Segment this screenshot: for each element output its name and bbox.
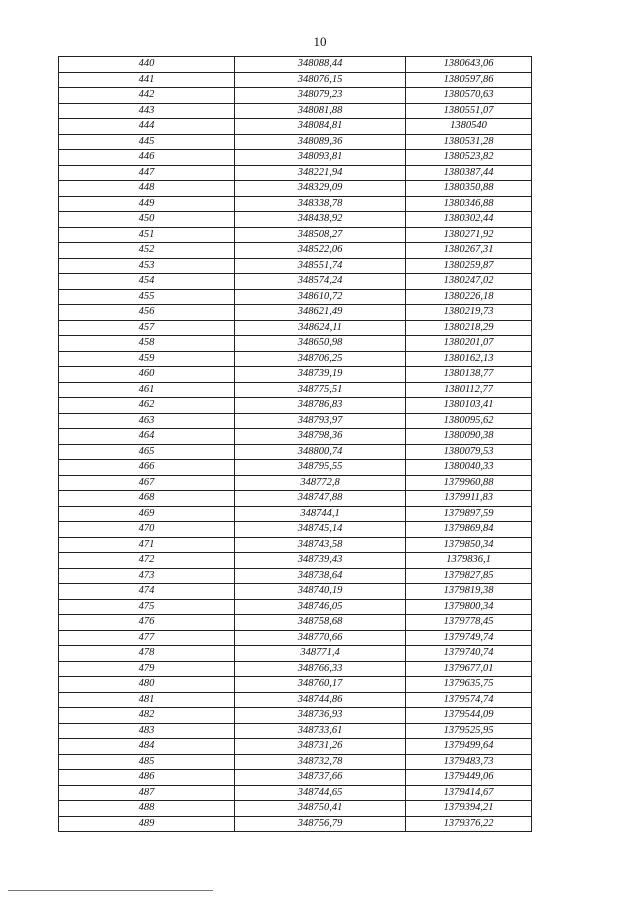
x-coordinate-cell: 348744,86 xyxy=(235,692,406,708)
x-coordinate-cell: 348758,68 xyxy=(235,615,406,631)
x-coordinate-cell: 348795,55 xyxy=(235,460,406,476)
page-number: 10 xyxy=(313,34,327,49)
table-row xyxy=(59,57,532,73)
y-coordinate-cell: 1379449,06 xyxy=(406,770,532,786)
x-coordinate-cell: 348706,25 xyxy=(235,351,406,367)
table-row xyxy=(59,770,532,786)
y-coordinate-cell: 1380040,33 xyxy=(406,460,532,476)
table-row xyxy=(59,708,532,724)
table-row xyxy=(59,677,532,693)
y-coordinate-cell: 1379483,73 xyxy=(406,754,532,770)
table-row xyxy=(59,165,532,181)
table-row xyxy=(59,413,532,429)
point-number-cell: 465 xyxy=(59,444,235,460)
y-coordinate-cell: 1380570,63 xyxy=(406,88,532,104)
y-coordinate-cell: 1380079,53 xyxy=(406,444,532,460)
x-coordinate-cell: 348081,88 xyxy=(235,103,406,119)
point-number-cell: 484 xyxy=(59,739,235,755)
point-number-cell: 472 xyxy=(59,553,235,569)
table-row xyxy=(59,243,532,259)
x-coordinate-cell: 348747,88 xyxy=(235,491,406,507)
table-row xyxy=(59,305,532,321)
y-coordinate-cell: 1379819,38 xyxy=(406,584,532,600)
x-coordinate-cell: 348750,41 xyxy=(235,801,406,817)
table-row xyxy=(59,584,532,600)
x-coordinate-cell: 348736,93 xyxy=(235,708,406,724)
point-number-cell: 455 xyxy=(59,289,235,305)
point-number-cell: 481 xyxy=(59,692,235,708)
y-coordinate-cell: 1380540 xyxy=(406,119,532,135)
y-coordinate-cell: 1379897,59 xyxy=(406,506,532,522)
table-row xyxy=(59,119,532,135)
y-coordinate-cell: 1379525,95 xyxy=(406,723,532,739)
x-coordinate-cell: 348076,15 xyxy=(235,72,406,88)
y-coordinate-cell: 1379836,1 xyxy=(406,553,532,569)
point-number-cell: 446 xyxy=(59,150,235,166)
point-number-cell: 440 xyxy=(59,57,235,73)
y-coordinate-cell: 1380350,88 xyxy=(406,181,532,197)
x-coordinate-cell: 348775,51 xyxy=(235,382,406,398)
table-row xyxy=(59,599,532,615)
table-row xyxy=(59,801,532,817)
y-coordinate-cell: 1379677,01 xyxy=(406,661,532,677)
table-row xyxy=(59,661,532,677)
y-coordinate-cell: 1380226,18 xyxy=(406,289,532,305)
y-coordinate-cell: 1380271,92 xyxy=(406,227,532,243)
x-coordinate-cell: 348800,74 xyxy=(235,444,406,460)
y-coordinate-cell: 1380531,28 xyxy=(406,134,532,150)
point-number-cell: 460 xyxy=(59,367,235,383)
x-coordinate-cell: 348746,05 xyxy=(235,599,406,615)
point-number-cell: 448 xyxy=(59,181,235,197)
x-coordinate-cell: 348508,27 xyxy=(235,227,406,243)
x-coordinate-cell: 348739,19 xyxy=(235,367,406,383)
y-coordinate-cell: 1379544,09 xyxy=(406,708,532,724)
table-row xyxy=(59,134,532,150)
table-row xyxy=(59,754,532,770)
x-coordinate-cell: 348798,36 xyxy=(235,429,406,445)
x-coordinate-cell: 348739,43 xyxy=(235,553,406,569)
table-row xyxy=(59,429,532,445)
table-row xyxy=(59,692,532,708)
x-coordinate-cell: 348745,14 xyxy=(235,522,406,538)
x-coordinate-cell: 348760,17 xyxy=(235,677,406,693)
x-coordinate-cell: 348744,1 xyxy=(235,506,406,522)
table-row xyxy=(59,475,532,491)
table-row xyxy=(59,320,532,336)
y-coordinate-cell: 1380138,77 xyxy=(406,367,532,383)
y-coordinate-cell: 1380103,41 xyxy=(406,398,532,414)
y-coordinate-cell: 1380162,13 xyxy=(406,351,532,367)
point-number-cell: 452 xyxy=(59,243,235,259)
x-coordinate-cell: 348338,78 xyxy=(235,196,406,212)
x-coordinate-cell: 348610,72 xyxy=(235,289,406,305)
x-coordinate-cell: 348733,61 xyxy=(235,723,406,739)
y-coordinate-cell: 1379960,88 xyxy=(406,475,532,491)
table-row xyxy=(59,739,532,755)
x-coordinate-cell: 348786,83 xyxy=(235,398,406,414)
x-coordinate-cell: 348771,4 xyxy=(235,646,406,662)
table-row xyxy=(59,274,532,290)
y-coordinate-cell: 1380095,62 xyxy=(406,413,532,429)
y-coordinate-cell: 1379499,64 xyxy=(406,739,532,755)
x-coordinate-cell: 348740,19 xyxy=(235,584,406,600)
table-row xyxy=(59,150,532,166)
point-number-cell: 453 xyxy=(59,258,235,274)
table-row xyxy=(59,615,532,631)
point-number-cell: 476 xyxy=(59,615,235,631)
y-coordinate-cell: 1379635,75 xyxy=(406,677,532,693)
x-coordinate-cell: 348079,23 xyxy=(235,88,406,104)
point-number-cell: 459 xyxy=(59,351,235,367)
table-row xyxy=(59,227,532,243)
y-coordinate-cell: 1380090,38 xyxy=(406,429,532,445)
y-coordinate-cell: 1380259,87 xyxy=(406,258,532,274)
y-coordinate-cell: 1380219,73 xyxy=(406,305,532,321)
point-number-cell: 469 xyxy=(59,506,235,522)
point-number-cell: 468 xyxy=(59,491,235,507)
point-number-cell: 483 xyxy=(59,723,235,739)
point-number-cell: 447 xyxy=(59,165,235,181)
table-row xyxy=(59,444,532,460)
table-row xyxy=(59,212,532,228)
y-coordinate-cell: 1380597,86 xyxy=(406,72,532,88)
table-row xyxy=(59,460,532,476)
y-coordinate-cell: 1380643,06 xyxy=(406,57,532,73)
point-number-cell: 464 xyxy=(59,429,235,445)
table-row xyxy=(59,351,532,367)
y-coordinate-cell: 1379376,22 xyxy=(406,816,532,832)
x-coordinate-cell: 348650,98 xyxy=(235,336,406,352)
x-coordinate-cell: 348621,49 xyxy=(235,305,406,321)
table-body xyxy=(59,57,532,832)
y-coordinate-cell: 1379749,74 xyxy=(406,630,532,646)
table-row xyxy=(59,785,532,801)
x-coordinate-cell: 348551,74 xyxy=(235,258,406,274)
x-coordinate-cell: 348743,58 xyxy=(235,537,406,553)
y-coordinate-cell: 1380346,88 xyxy=(406,196,532,212)
table-row xyxy=(59,568,532,584)
table-row xyxy=(59,88,532,104)
table-row xyxy=(59,816,532,832)
point-number-cell: 451 xyxy=(59,227,235,243)
point-number-cell: 487 xyxy=(59,785,235,801)
x-coordinate-cell: 348438,92 xyxy=(235,212,406,228)
point-number-cell: 443 xyxy=(59,103,235,119)
point-number-cell: 477 xyxy=(59,630,235,646)
point-number-cell: 478 xyxy=(59,646,235,662)
x-coordinate-cell: 348574,24 xyxy=(235,274,406,290)
table-row xyxy=(59,336,532,352)
point-number-cell: 489 xyxy=(59,816,235,832)
y-coordinate-cell: 1379850,34 xyxy=(406,537,532,553)
point-number-cell: 454 xyxy=(59,274,235,290)
x-coordinate-cell: 348737,66 xyxy=(235,770,406,786)
point-number-cell: 457 xyxy=(59,320,235,336)
y-coordinate-cell: 1380267,31 xyxy=(406,243,532,259)
table-row xyxy=(59,258,532,274)
table-row xyxy=(59,506,532,522)
table-row xyxy=(59,491,532,507)
x-coordinate-cell: 348770,66 xyxy=(235,630,406,646)
x-coordinate-cell: 348793,97 xyxy=(235,413,406,429)
y-coordinate-cell: 1380551,07 xyxy=(406,103,532,119)
y-coordinate-cell: 1379574,74 xyxy=(406,692,532,708)
point-number-cell: 449 xyxy=(59,196,235,212)
point-number-cell: 485 xyxy=(59,754,235,770)
point-number-cell: 456 xyxy=(59,305,235,321)
table-row xyxy=(59,367,532,383)
table-row xyxy=(59,522,532,538)
point-number-cell: 467 xyxy=(59,475,235,491)
table-row xyxy=(59,553,532,569)
point-number-cell: 486 xyxy=(59,770,235,786)
point-number-cell: 461 xyxy=(59,382,235,398)
x-coordinate-cell: 348522,06 xyxy=(235,243,406,259)
point-number-cell: 458 xyxy=(59,336,235,352)
x-coordinate-cell: 348772,8 xyxy=(235,475,406,491)
table-row xyxy=(59,72,532,88)
table-row xyxy=(59,537,532,553)
table-row xyxy=(59,289,532,305)
y-coordinate-cell: 1380387,44 xyxy=(406,165,532,181)
point-number-cell: 479 xyxy=(59,661,235,677)
y-coordinate-cell: 1380201,07 xyxy=(406,336,532,352)
point-number-cell: 441 xyxy=(59,72,235,88)
y-coordinate-cell: 1380523,82 xyxy=(406,150,532,166)
point-number-cell: 444 xyxy=(59,119,235,135)
y-coordinate-cell: 1379911,83 xyxy=(406,491,532,507)
x-coordinate-cell: 348329,09 xyxy=(235,181,406,197)
x-coordinate-cell: 348766,33 xyxy=(235,661,406,677)
y-coordinate-cell: 1380302,44 xyxy=(406,212,532,228)
y-coordinate-cell: 1379778,45 xyxy=(406,615,532,631)
x-coordinate-cell: 348738,64 xyxy=(235,568,406,584)
x-coordinate-cell: 348221,94 xyxy=(235,165,406,181)
x-coordinate-cell: 348624,11 xyxy=(235,320,406,336)
point-number-cell: 442 xyxy=(59,88,235,104)
footer-rule xyxy=(8,890,213,891)
point-number-cell: 463 xyxy=(59,413,235,429)
x-coordinate-cell: 348088,44 xyxy=(235,57,406,73)
point-number-cell: 471 xyxy=(59,537,235,553)
x-coordinate-cell: 348089,36 xyxy=(235,134,406,150)
table-row xyxy=(59,723,532,739)
y-coordinate-cell: 1379827,85 xyxy=(406,568,532,584)
y-coordinate-cell: 1379414,67 xyxy=(406,785,532,801)
x-coordinate-cell: 348084,81 xyxy=(235,119,406,135)
y-coordinate-cell: 1380112,77 xyxy=(406,382,532,398)
point-number-cell: 475 xyxy=(59,599,235,615)
x-coordinate-cell: 348756,79 xyxy=(235,816,406,832)
x-coordinate-cell: 348732,78 xyxy=(235,754,406,770)
point-number-cell: 480 xyxy=(59,677,235,693)
table-row xyxy=(59,181,532,197)
coordinates-table xyxy=(58,56,532,832)
y-coordinate-cell: 1380247,02 xyxy=(406,274,532,290)
table-row xyxy=(59,630,532,646)
point-number-cell: 474 xyxy=(59,584,235,600)
point-number-cell: 473 xyxy=(59,568,235,584)
x-coordinate-cell: 348093,81 xyxy=(235,150,406,166)
x-coordinate-cell: 348744,65 xyxy=(235,785,406,801)
table-row xyxy=(59,398,532,414)
point-number-cell: 470 xyxy=(59,522,235,538)
y-coordinate-cell: 1379740,74 xyxy=(406,646,532,662)
point-number-cell: 445 xyxy=(59,134,235,150)
table-row xyxy=(59,196,532,212)
table-row xyxy=(59,646,532,662)
y-coordinate-cell: 1379394,21 xyxy=(406,801,532,817)
y-coordinate-cell: 1380218,29 xyxy=(406,320,532,336)
point-number-cell: 462 xyxy=(59,398,235,414)
table-row xyxy=(59,382,532,398)
x-coordinate-cell: 348731,26 xyxy=(235,739,406,755)
point-number-cell: 450 xyxy=(59,212,235,228)
point-number-cell: 488 xyxy=(59,801,235,817)
y-coordinate-cell: 1379800,34 xyxy=(406,599,532,615)
point-number-cell: 466 xyxy=(59,460,235,476)
table-row xyxy=(59,103,532,119)
point-number-cell: 482 xyxy=(59,708,235,724)
y-coordinate-cell: 1379869,84 xyxy=(406,522,532,538)
